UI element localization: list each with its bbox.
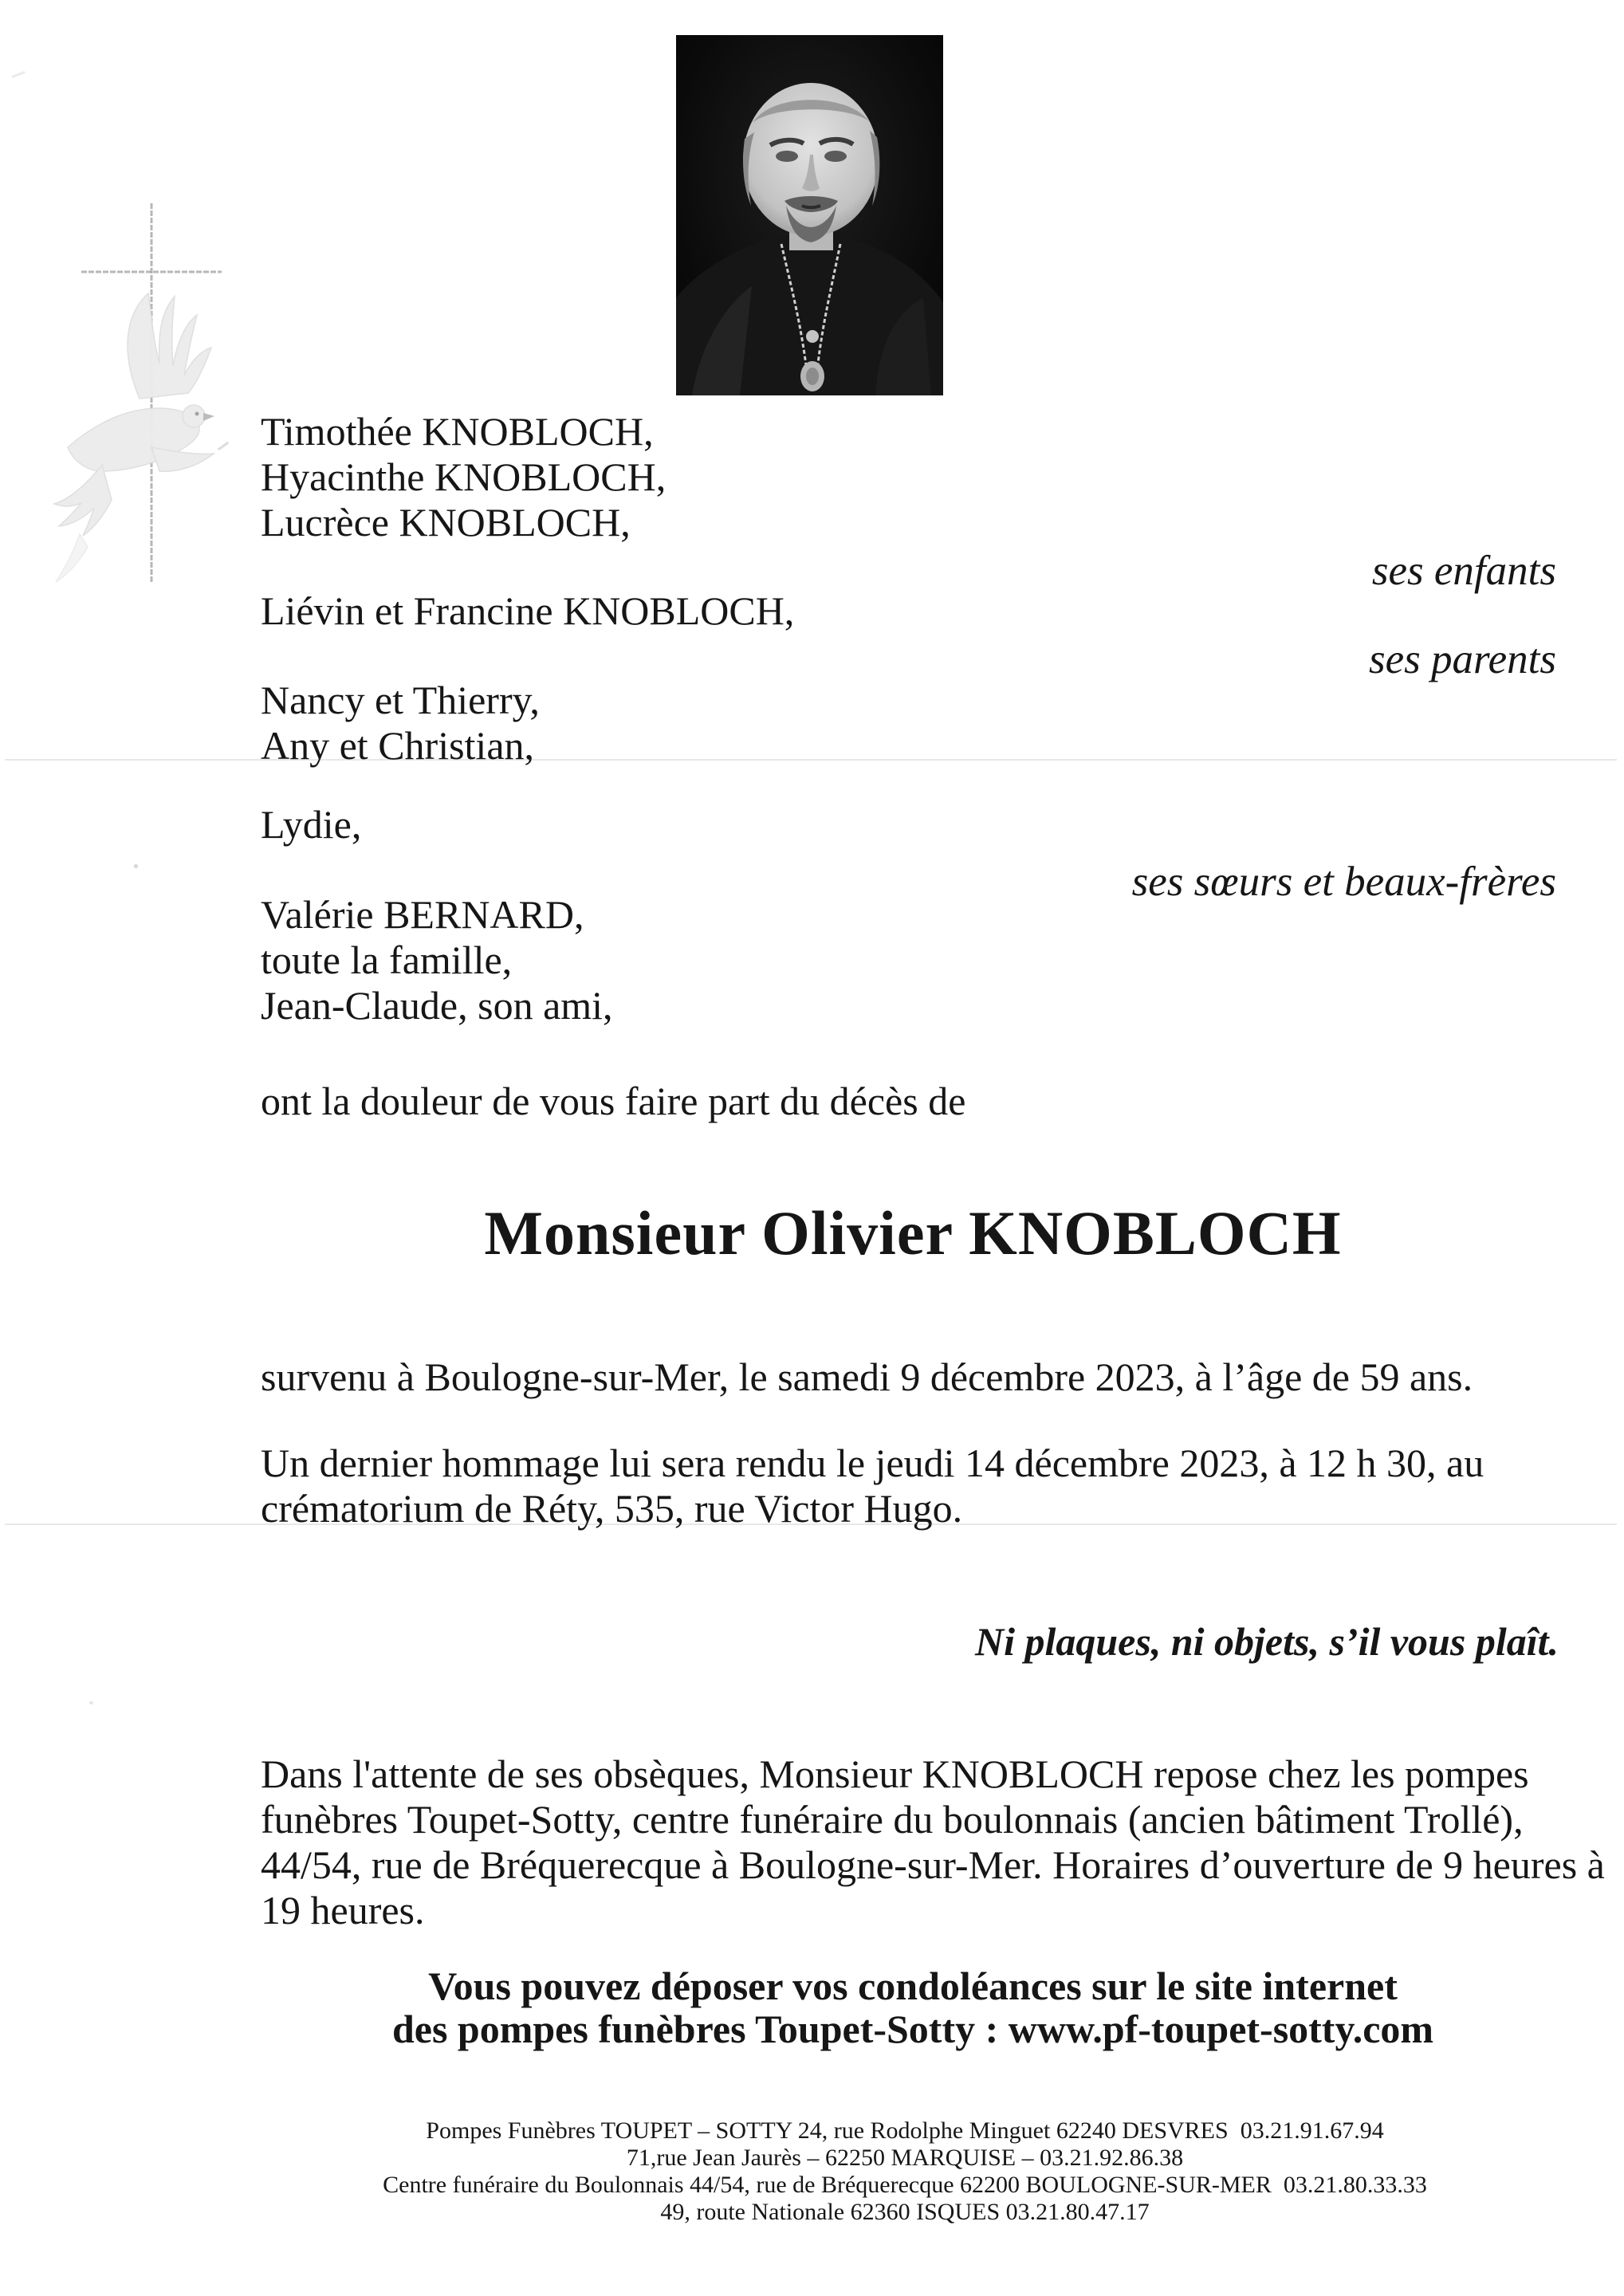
dove-icon bbox=[54, 293, 214, 582]
scan-artifact bbox=[134, 864, 138, 868]
scan-artifact bbox=[89, 1701, 93, 1704]
mourner-name: Liévin et Francine KNOBLOCH, bbox=[261, 588, 795, 633]
footer-address-line: Centre funéraire du Boulonnais 44/54, rue de Bréquerecque 62200 BOULOGNE-SUR-MER 03.21.80.33.33 bbox=[383, 2172, 1427, 2198]
announcement-intro: ont la douleur de vous faire part du décès de bbox=[261, 1079, 966, 1123]
no-plaques-request: Ni plaques, ni objets, s’il vous plaît. bbox=[974, 1619, 1559, 1664]
tribute-details: Un dernier hommage lui sera rendu le jeudi 14 décembre 2023, à 12 h 30, au bbox=[261, 1441, 1484, 1485]
role-label-children: ses enfants bbox=[1371, 548, 1556, 594]
mourner-name: Timothée KNOBLOCH, bbox=[261, 409, 654, 454]
role-label-siblings: ses sœurs et beaux-frères bbox=[1131, 859, 1556, 905]
footer-address-line: 71,rue Jean Jaurès – 62250 MARQUISE – 03.21.92.86.38 bbox=[626, 2145, 1184, 2171]
scan-fold-line bbox=[5, 759, 1617, 761]
role-label-parents: ses parents bbox=[1368, 636, 1556, 682]
scan-artifact bbox=[11, 71, 26, 78]
footer-address-line: Pompes Funèbres TOUPET – SOTTY 24, rue Rodolphe Minguet 62240 DESVRES 03.21.91.67.94 bbox=[426, 2117, 1384, 2144]
death-details: survenu à Boulogne-sur-Mer, le samedi 9 décembre 2023, à l’âge de 59 ans. bbox=[261, 1354, 1473, 1399]
condolences-website-line: des pompes funèbres Toupet-Sotty : www.pf-toupet-sotty.com bbox=[391, 2007, 1434, 2051]
repose-details: 44/54, rue de Bréquerecque à Boulogne-sur-Mer. Horaires d’ouverture de 9 heures à bbox=[261, 1842, 1605, 1887]
repose-details: funèbres Toupet-Sotty, centre funéraire du boulonnais (ancien bâtiment Trollé), bbox=[261, 1797, 1524, 1842]
condolences-line: Vous pouvez déposer vos condoléances sur le site internet bbox=[428, 1964, 1398, 2008]
cross-and-dove-watermark bbox=[32, 183, 239, 594]
mourner-name: Jean-Claude, son ami, bbox=[261, 983, 613, 1028]
scan-fold-line bbox=[5, 1523, 1617, 1525]
mourner-name: Any et Christian, bbox=[261, 723, 535, 768]
repose-details: 19 heures. bbox=[261, 1888, 425, 1932]
mourner-name: Lydie, bbox=[261, 802, 362, 847]
footer-address-line: 49, route Nationale 62360 ISQUES 03.21.80.47.17 bbox=[660, 2199, 1150, 2225]
repose-details: Dans l'attente de ses obsèques, Monsieur KNOBLOCH repose chez les pompes bbox=[261, 1751, 1529, 1796]
mourner-name: Nancy et Thierry, bbox=[261, 678, 540, 722]
mourner-name: Valérie BERNARD, bbox=[261, 892, 584, 937]
mourner-name: Lucrèce KNOBLOCH, bbox=[261, 500, 631, 545]
mourner-name: toute la famille, bbox=[261, 938, 513, 982]
portrait-photo bbox=[676, 35, 943, 395]
deceased-name-title: Monsieur Olivier KNOBLOCH bbox=[484, 1198, 1342, 1268]
mourner-name: Hyacinthe KNOBLOCH, bbox=[261, 454, 667, 499]
funeral-home-footer bbox=[307, 2117, 1503, 2226]
tribute-details: crématorium de Réty, 535, rue Victor Hugo. bbox=[261, 1486, 963, 1531]
